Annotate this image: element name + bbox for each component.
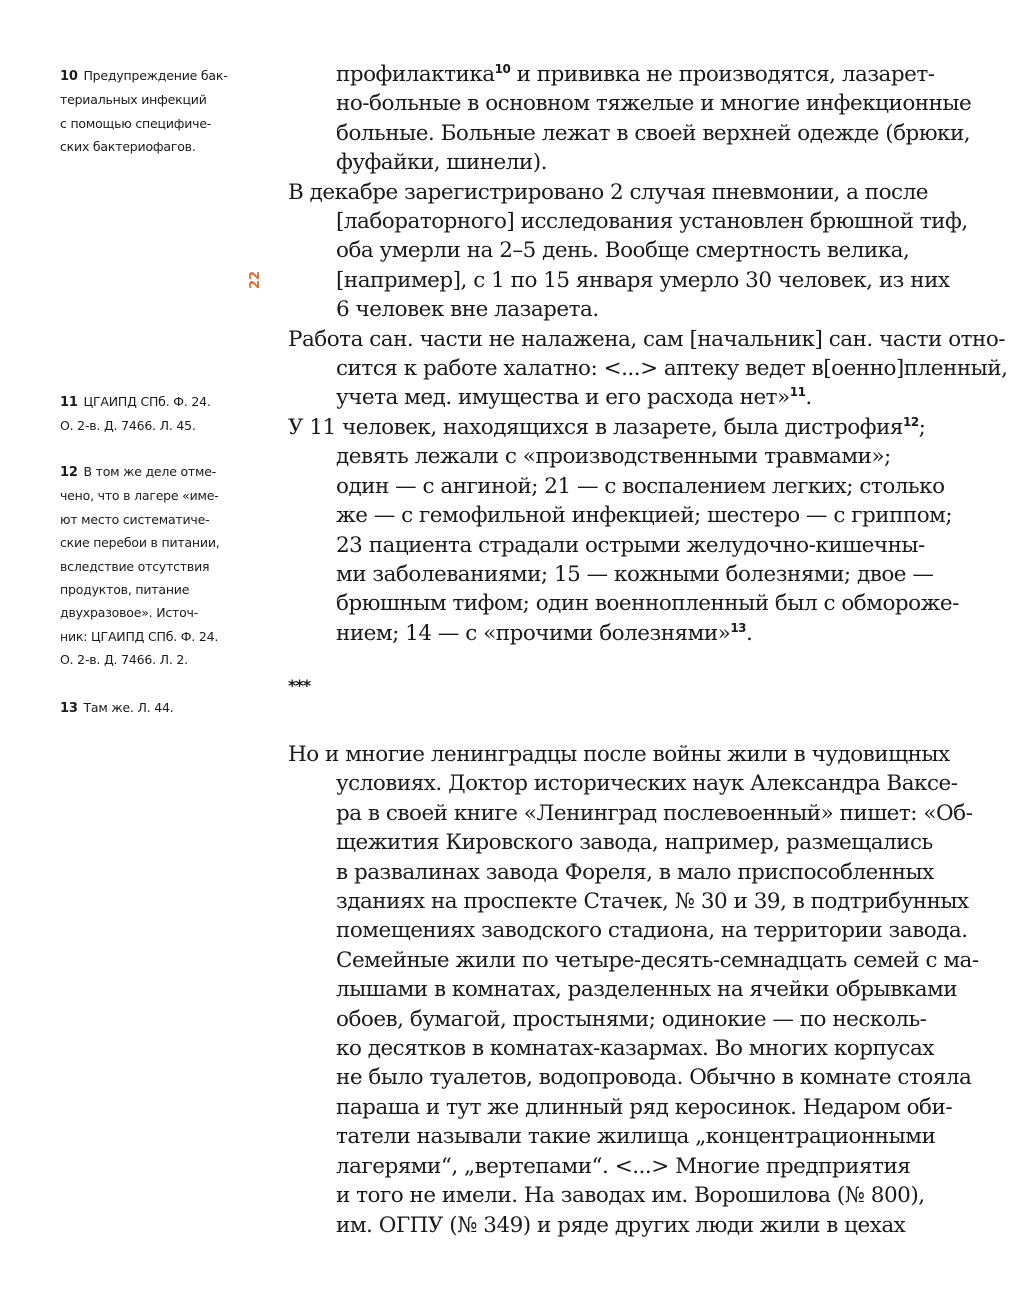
text-line: щежития Кировского завода, например, размещались: [336, 830, 933, 856]
text-line: [288, 60, 1008, 89]
footnote-11: [60, 390, 260, 438]
text-line: и того не имели. На заводах им. Ворошилова (№ 800),: [336, 1183, 925, 1209]
footnote-ref-13[interactable]: 13: [730, 620, 747, 635]
text-line: лышами в комнатах, разделенных на ячейки обрывками: [336, 977, 958, 1003]
footnote-line: [60, 64, 260, 88]
line-text: учета мед. имущества и его расхода нет»: [336, 385, 790, 411]
footnote-line: О. 2-в. Д. 7466. Л. 2.: [60, 652, 188, 668]
text-line: татели называли такие жилища „концентрационными: [336, 1124, 936, 1150]
text-line: [288, 413, 1008, 442]
paragraph-continuation: [288, 60, 1008, 178]
footnote-number: 13: [60, 701, 78, 716]
text-line: но-больные в основном тяжелые и многие инфекционные: [336, 91, 972, 117]
text-line: оба умерли на 2–5 день. Вообще смертность велика,: [336, 238, 910, 264]
text-line: Но и многие ленинградцы после войны жили в чудовищных: [288, 742, 950, 767]
text-line: ра в своей книге «Ленинград послевоенный» пишет: «Об-: [336, 800, 973, 826]
text-line: девять лежали с «производственными травмами»;: [336, 444, 891, 470]
text-line: один — с ангиной; 21 — с воспалением легких; столько: [336, 473, 945, 499]
footnote-13: [60, 696, 260, 720]
footnote-line: О. 2-в. Д. 7466. Л. 45.: [60, 418, 196, 434]
footnote-line: вследствие отсутствия: [60, 558, 210, 574]
paragraph-leningrad: [288, 740, 1008, 1240]
line-text: ;: [918, 414, 926, 440]
main-text: [288, 60, 1008, 648]
paragraph-pneumonia: [288, 178, 1008, 325]
footnote-10: [60, 64, 260, 159]
text-line: больные. Больные лежат в своей верхней одежде (брюки,: [336, 120, 971, 146]
line-text: нием; 14 — с «прочими болезнями»: [336, 620, 731, 646]
text-line: же — с гемофильной инфекцией; шестеро — с гриппом;: [336, 503, 953, 529]
line-text: и прививка не производятся, лазарет-: [510, 62, 935, 87]
footnote-line: ник: ЦГАИПД СПб. Ф. 24.: [60, 628, 219, 644]
footnote-ref-10[interactable]: 10: [494, 61, 511, 76]
text-line: [например], с 1 по 15 января умерло 30 человек, из них: [336, 267, 950, 293]
section-separator: ***: [288, 676, 311, 695]
text-line: ко десятков в комнатах-казармах. Во многих корпусах: [336, 1036, 934, 1062]
footnote-12: [60, 460, 260, 672]
line-text: .: [805, 385, 812, 411]
text-line: 6 человек вне лазарета.: [336, 297, 599, 323]
footnote-line: териальных инфекций: [60, 92, 207, 108]
footnote-line: двухразовое». Источ-: [60, 605, 199, 621]
footnote-ref-12[interactable]: 12: [902, 414, 919, 429]
footnote-line: [60, 460, 260, 484]
footnote-number: 11: [60, 395, 78, 410]
footnote-line: [60, 390, 260, 414]
text-line: помещениях заводского стадиона, на территории завода.: [336, 918, 968, 944]
footnote-line: [60, 696, 260, 720]
page-number: 22: [248, 270, 263, 290]
footnote-line: ские перебои в питании,: [60, 535, 220, 551]
text-line: лагерями“, „вертепами“. <...> Многие предприятия: [336, 1153, 911, 1179]
text-line: не было туалетов, водопровода. Обычно в комнате стояла: [336, 1065, 972, 1091]
text-line: обоев, бумагой, простынями; одинокие — по несколь-: [336, 1006, 927, 1032]
paragraph-sanitary: [288, 325, 1008, 413]
footnote-text: ЦГАИПД СПб. Ф. 24.: [83, 394, 211, 409]
text-line: им. ОГПУ (№ 349) и ряде других люди жили в цехах: [336, 1212, 906, 1238]
line-text: .: [746, 620, 753, 646]
line-text: У 11 человек, находящихся в лазарете, была дистрофия: [288, 414, 903, 440]
text-line: Работа сан. части не налажена, сам [начальник] сан. части отно-: [288, 326, 1006, 352]
footnote-line: ют место систематиче-: [60, 511, 210, 527]
line-text: профилактика: [336, 62, 495, 87]
text-line: [288, 383, 1008, 412]
footnote-text: Предупреждение бак-: [83, 68, 228, 83]
text-line: параша и тут же длинный ряд керосинок. Недаром оби-: [336, 1094, 953, 1120]
footnote-line: чено, что в лагере «име-: [60, 488, 219, 504]
footnote-text: Там же. Л. 44.: [83, 700, 174, 715]
text-line: сится к работе халатно: <...> аптеку ведет в[оенно]пленный,: [336, 356, 1008, 382]
text-line: [лабораторного] исследования установлен брюшной тиф,: [336, 209, 968, 235]
text-line: В декабре зарегистрировано 2 случая пневмонии, а после: [288, 179, 928, 205]
paragraph-diseases: [288, 413, 1008, 648]
text-line: брюшным тифом; один военнопленный был с обмороже-: [336, 591, 959, 617]
footnote-number: 10: [60, 69, 78, 84]
text-line: ми заболеваниями; 15 — кожными болезнями; двое —: [336, 561, 934, 587]
footnote-number: 12: [60, 465, 78, 480]
text-line: зданиях на проспекте Стачек, № 30 и 39, в подтрибунных: [336, 889, 969, 915]
text-line: Семейные жили по четыре-десять-семнадцать семей с ма-: [336, 947, 979, 973]
footnote-line: ских бактериофагов.: [60, 139, 196, 155]
text-line: в развалинах завода Фореля, в мало приспособленных: [336, 859, 934, 885]
footnote-ref-11[interactable]: 11: [789, 385, 806, 400]
text-line: условиях. Доктор исторических наук Александра Ваксе-: [336, 771, 958, 797]
text-line: [288, 619, 1008, 648]
footnote-line: продуктов, питание: [60, 582, 190, 598]
text-line: 23 пациента страдали острыми желудочно-кишечны-: [336, 532, 925, 558]
text-line: фуфайки, шинели).: [336, 150, 547, 176]
footnote-line: с помощью специфиче-: [60, 115, 212, 131]
footnote-text: В том же деле отме-: [83, 464, 217, 479]
